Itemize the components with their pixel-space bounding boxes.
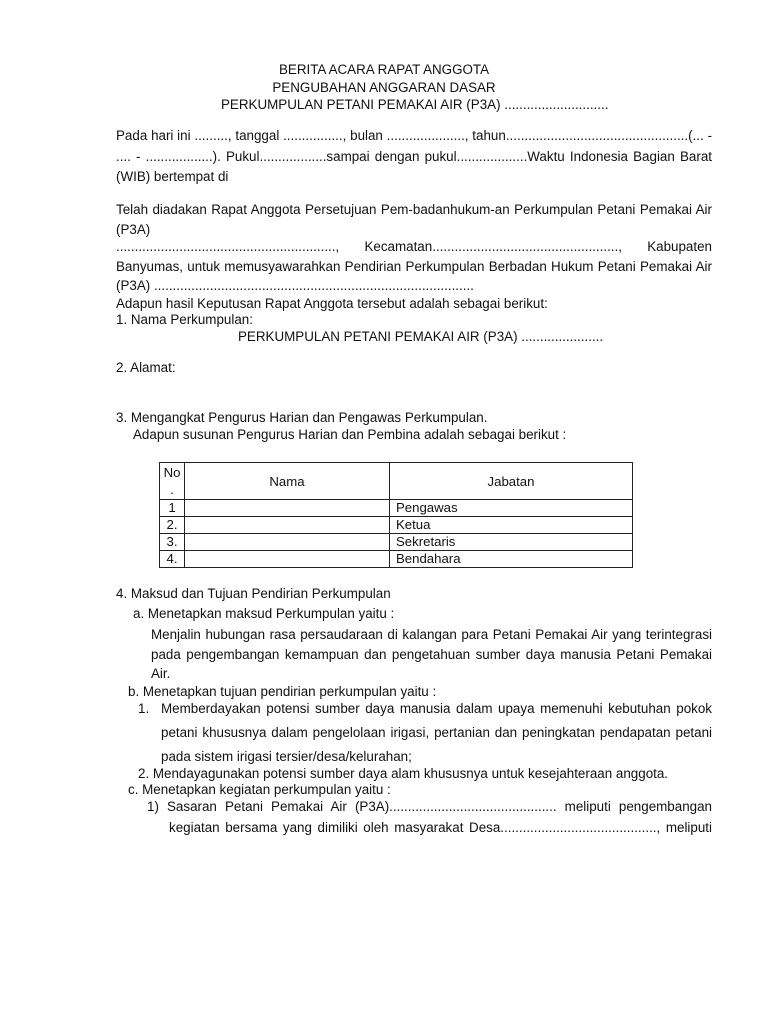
header-no-text: No: [163, 465, 181, 480]
intro-line-3: (WIB) bertempat di: [116, 169, 229, 184]
row-no: 4.: [160, 551, 185, 568]
item-4b1-text-1: Memberdayakan potensi sumber daya manusia dalam upaya memenuhi kebutuhan pokok: [161, 701, 712, 716]
item-4b-label: b. Menetapkan tujuan pendirian perkumpulan yaitu :: [128, 684, 437, 699]
intro-line-2: .... - ..................). Pukul..................sampai dengan pukul...................Waktu Indonesia Bagian Barat: [116, 149, 712, 164]
kecamatan-blank: Kecamatan..................................................,: [364, 239, 622, 254]
item-2-label: 2. Alamat:: [116, 360, 176, 375]
row-no: 3.: [160, 534, 185, 551]
desa-blank: ...........................................................,: [116, 239, 340, 254]
item-1-label: 1. Nama Perkumpulan:: [116, 312, 253, 327]
table-row: [160, 534, 633, 551]
row-nama: [185, 500, 390, 517]
item-4b1-number: 1.: [138, 701, 150, 716]
item-4a-label: a. Menetapkan maksud Perkumpulan yaitu :: [133, 606, 395, 621]
item-4-label: 4. Maksud dan Tujuan Pendirian Perkumpulan: [116, 586, 391, 601]
item-4a-text-2: pada pengembangan kemampuan dan pengetahuan sumber daya manusia Petani Pemakai: [151, 647, 712, 662]
table-row: [160, 500, 633, 517]
row-jabatan: Pengawas: [390, 500, 633, 517]
kabupaten-label: Kabupaten: [647, 239, 712, 254]
header-no-dot: .: [170, 482, 174, 497]
item-4b2: 2. Mendayagunakan potensi sumber daya alam khususnya untuk kesejahteraan anggota.: [138, 766, 669, 781]
item-4a-text-1: Menjalin hubungan rasa persaudaraan di kalangan para Petani Pemakai Air yang terintegrasi: [151, 627, 712, 642]
row-no: 2.: [160, 517, 185, 534]
item-4b1-text-2: petani khususnya dalam pengelolaan irigasi, pertanian dan peningkatan pendapatan petani: [161, 725, 712, 740]
item-3-label: 3. Mengangkat Pengurus Harian dan Pengawas Perkumpulan.: [116, 410, 488, 425]
item-3-sub: Adapun susunan Pengurus Harian dan Pembina adalah sebagai berikut :: [133, 427, 567, 442]
header-jabatan: Jabatan: [390, 463, 633, 500]
item-4c-label: c. Menetapkan kegiatan perkumpulan yaitu :: [128, 782, 391, 797]
table-row: [160, 517, 633, 534]
row-nama: [185, 534, 390, 551]
header-nama: Nama: [185, 463, 390, 500]
item-4c1-text-1: 1) Sasaran Petani Pemakai Air (P3A)............................................. meliputi pengembangan: [147, 799, 712, 814]
meeting-line-6: Adapun hasil Keputusan Rapat Anggota tersebut adalah sebagai berikut:: [116, 296, 548, 311]
row-jabatan: Bendahara: [390, 551, 633, 568]
row-nama: [185, 551, 390, 568]
item-4b1-text-3: pada sistem irigasi tersier/desa/kelurahan;: [161, 749, 412, 764]
row-no: 1: [160, 500, 185, 517]
row-nama: [185, 517, 390, 534]
row-jabatan: Sekretaris: [390, 534, 633, 551]
item-4a-text-3: Air.: [151, 666, 171, 681]
row-jabatan: Ketua: [390, 517, 633, 534]
meeting-line-5: (P3A) ......................................................................................: [116, 278, 474, 293]
title-line-3: PERKUMPULAN PETANI PEMAKAI AIR (P3A) ............................: [221, 97, 609, 112]
table-row: [160, 551, 633, 568]
meeting-line-1: Telah diadakan Rapat Anggota Persetujuan Pem-badanhukum-an Perkumpulan Petani Pemakai Air: [116, 202, 712, 217]
header-no: [160, 463, 185, 500]
meeting-line-4: Banyumas, untuk memusyawarahkan Pendirian Perkumpulan Berbadan Hukum Petani Pemakai Air: [116, 259, 712, 274]
title-line-2: PENGUBAHAN ANGGARAN DASAR: [272, 80, 496, 95]
intro-line-1: Pada hari ini ........., tanggal ................, bulan ....................., tahun.................................................(... -: [116, 128, 712, 143]
item-1-value: PERKUMPULAN PETANI PEMAKAI AIR (P3A) ......................: [238, 329, 604, 344]
meeting-line-3: [116, 239, 712, 254]
pengurus-table: [159, 462, 633, 568]
table-header-row: [160, 463, 633, 500]
meeting-line-2: (P3A): [116, 222, 151, 237]
title-line-1: BERITA ACARA RAPAT ANGGOTA: [278, 62, 490, 77]
item-4c1-text-2: kegiatan bersama yang dimiliki oleh masyarakat Desa.........................................., meliputi: [169, 820, 712, 835]
